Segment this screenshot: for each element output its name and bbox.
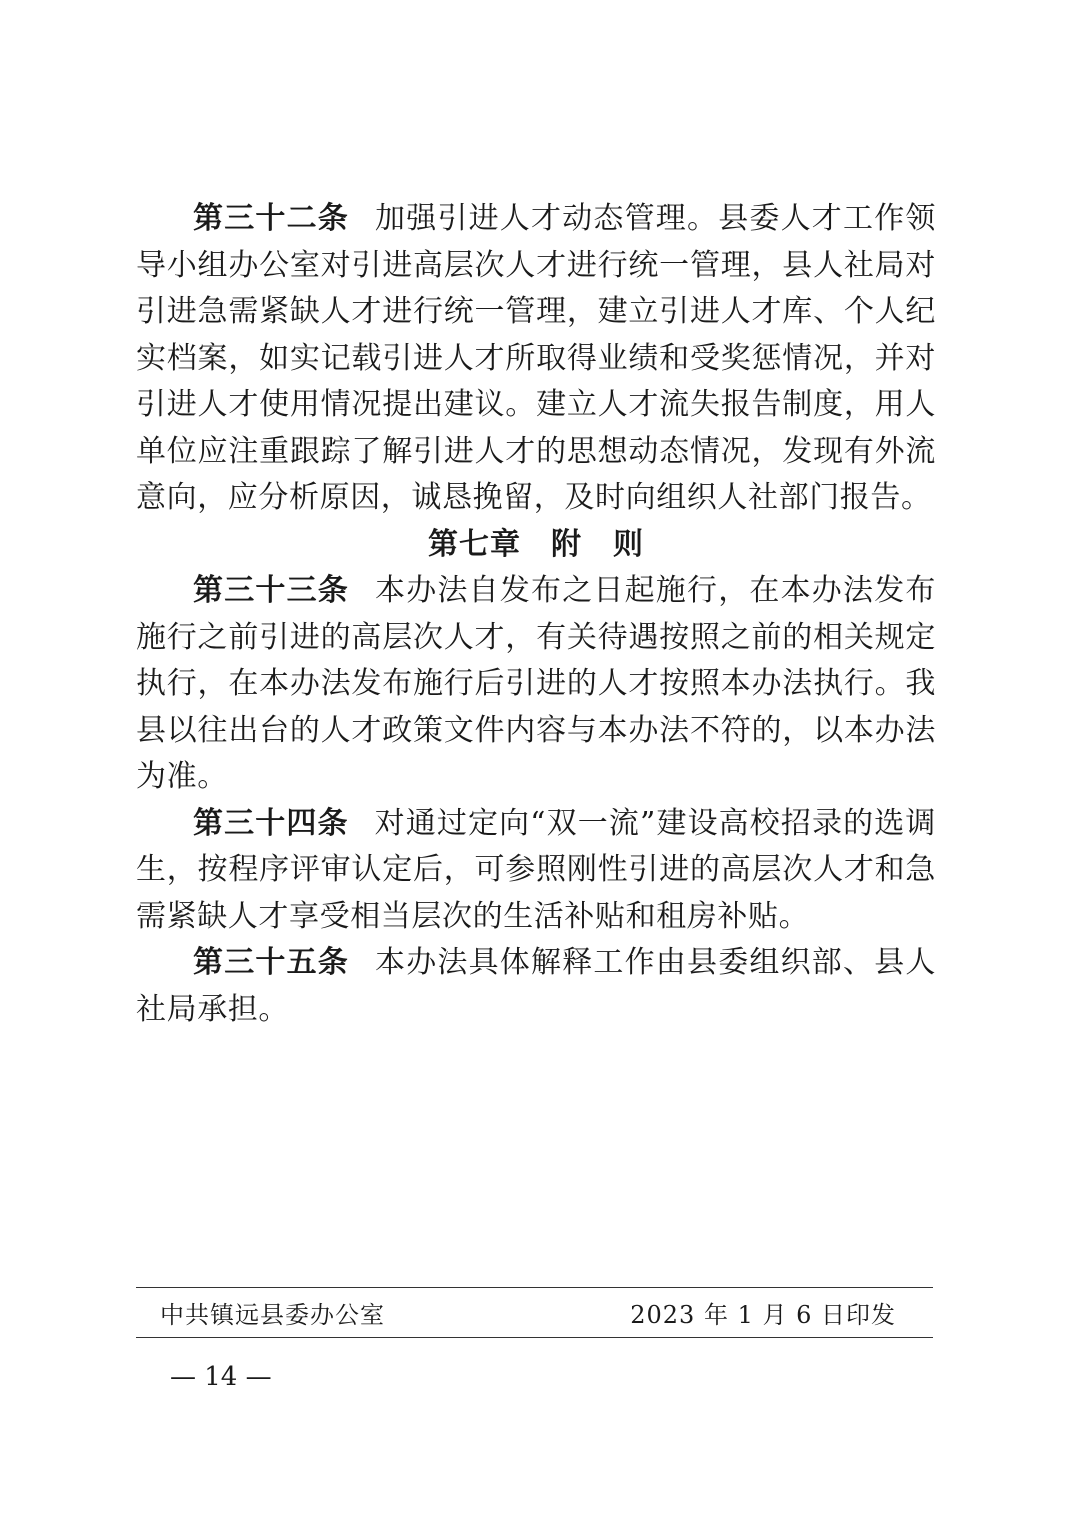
chapter-title: 附 则: [551, 526, 644, 562]
article-number: 第三十二条: [193, 201, 349, 236]
article-number: 第三十五条: [193, 945, 349, 980]
footer-bottom-rule: [136, 1337, 933, 1338]
chapter-heading: [136, 522, 936, 569]
article-text: 本办法具体解释工作由县委组织部、县人社局承担。: [136, 945, 936, 1027]
article-number: 第三十三条: [193, 573, 349, 608]
article-33: [136, 568, 936, 801]
article-35: [136, 940, 936, 1033]
article-text: 加强引进人才动态管理。县委人才工作领导小组办公室对引进高层次人才进行统一管理，县人社局对引进急需紧缺人才进行统一管理，建立引进人才库、个人纪实档案，如实记载引进人才所取得业绩和受奖惩情况，并对引进人才使用情况提出建议。建立人才流失报告制度，用人单位应注重跟踪了解引进人才的思想动态情况，发现有外流意向，应分析原因，诚恳挽留，及时向组织人社部门报告。: [136, 201, 936, 515]
article-32: [136, 196, 936, 522]
article-text: 本办法自发布之日起施行，在本办法发布施行之前引进的高层次人才，有关待遇按照之前的相关规定执行，在本办法发布施行后引进的人才按照本办法执行。我县以往出台的人才政策文件内容与本办法不符的，以本办法为准。: [136, 573, 936, 794]
document-body: [136, 196, 936, 1033]
footer-top-rule: [136, 1287, 933, 1288]
footer-print-date: 2023 年 1 月 6 日印发: [630, 1301, 896, 1329]
article-text: 对通过定向“双一流”建设高校招录的选调生，按程序评审认定后，可参照刚性引进的高层次人才和急需紧缺人才享受相当层次的生活补贴和租房补贴。: [136, 805, 936, 934]
article-number: 第三十四条: [193, 805, 349, 841]
footer-issuer: 中共镇远县委办公室: [160, 1301, 385, 1329]
page-number: — 14 —: [170, 1362, 272, 1392]
article-34: [136, 801, 936, 941]
chapter-number: 第七章: [428, 526, 521, 562]
